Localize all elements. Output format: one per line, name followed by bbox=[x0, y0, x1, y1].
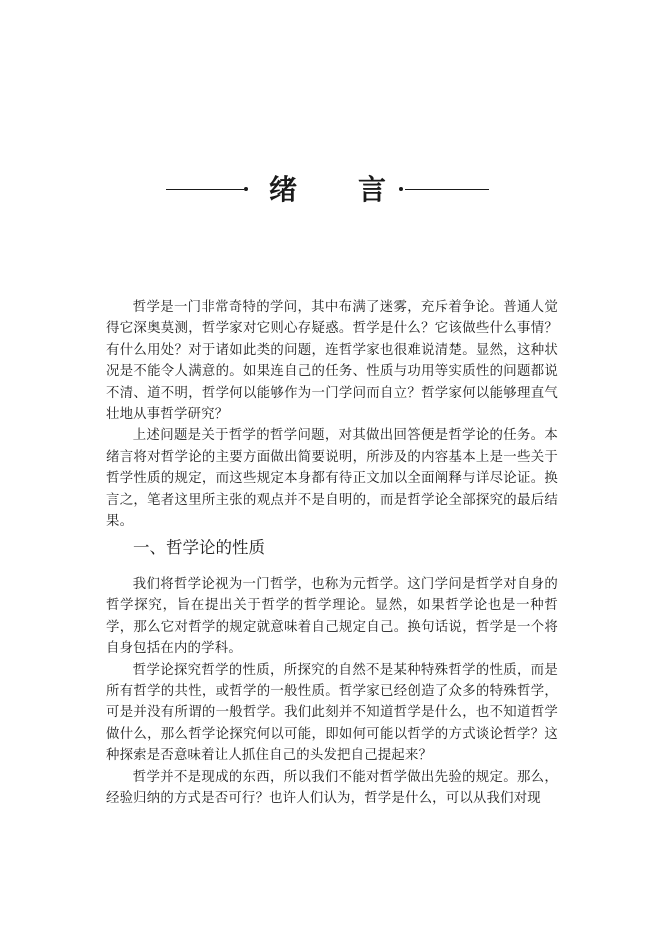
intro-text bbox=[106, 297, 558, 532]
chapter-title-char-2: 言 bbox=[358, 173, 387, 206]
section-paragraph: 哲学论探究哲学的性质，所探究的自然不是某种特殊哲学的性质，而是所有哲学的共性，或哲学的一般性质。哲学家已经创造了众多的特殊哲学，可是并没有所谓的一般哲学。我们此刻并不知道哲学是什么，也不知道哲学做什么，那么哲学论探究何以可能，即如何可能以哲学的方式谈论哲学？这种探索是否意味着让人抓住自己的头发把自己提起来？ bbox=[106, 662, 558, 764]
chapter-title-char-1: 绪 bbox=[269, 173, 298, 206]
intro-paragraph: 上述问题是关于哲学的哲学问题，对其做出回答便是哲学论的任务。本绪言将对哲学论的主要方面做出简要说明，所涉及的内容基本上是一些关于哲学性质的规定，而这些规定本身都有待正文加以全面阐释与详尽论证。换言之，笔者这里所主张的观点并不是自明的，而是哲学论全部探究的最后结果。 bbox=[106, 428, 558, 530]
chapter-title bbox=[0, 168, 661, 212]
section-paragraph: 我们将哲学论视为一门哲学，也称为元哲学。这门学问是哲学对自身的哲学探究，旨在提出关于哲学的哲学理论。显然，如果哲学论也是一种哲学，那么它对哲学的规定就意味着自己规定自己。换句话说，哲学是一个将自身包括在内的学科。 bbox=[106, 577, 558, 657]
title-right-rule bbox=[405, 189, 489, 190]
section-heading: 一、哲学论的性质 bbox=[133, 538, 265, 557]
section-text bbox=[106, 574, 558, 809]
intro-paragraph: 哲学是一门非常奇特的学问，其中布满了迷雾，充斥着争论。普通人觉得它深奥莫测，哲学家对它则心存疑惑。哲学是什么？它该做些什么事情？有什么用处？对于诸如此类的问题，连哲学家也很难说清楚。显然，这种状况是不能令人满意的。如果连自己的任务、性质与功用等实质性的问题都说不清、道不明，哲学何以能够作为一门学问而自立？哲学家何以能够理直气壮地从事哲学研究？ bbox=[106, 300, 558, 423]
title-right-dot bbox=[399, 187, 403, 191]
section-paragraph: 哲学并不是现成的东西，所以我们不能对哲学做出先验的规定。那么，经验归纳的方式是否可行？也许人们认为，哲学是什么，可以从我们对现 bbox=[106, 769, 558, 807]
title-left-rule bbox=[166, 189, 244, 190]
title-left-dot bbox=[244, 187, 248, 191]
